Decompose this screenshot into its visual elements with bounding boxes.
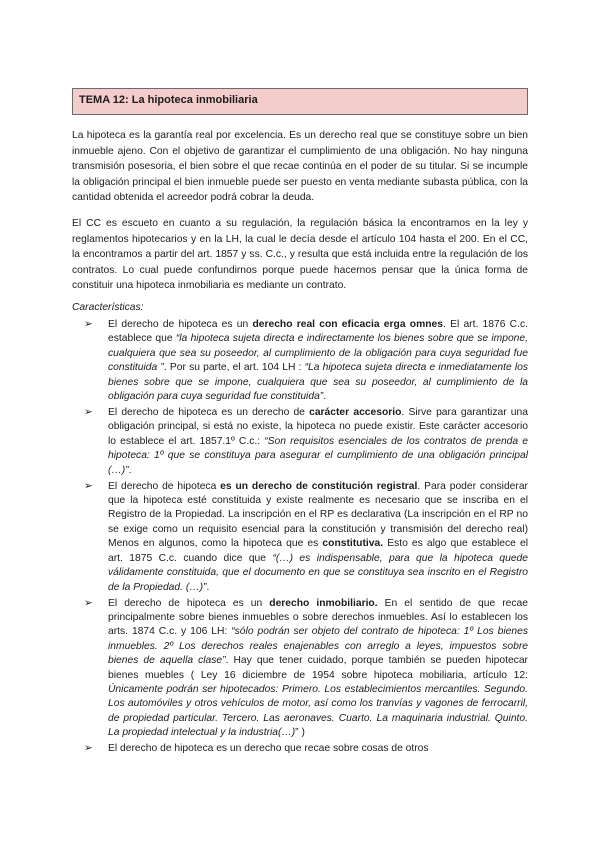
arrow-bullet-icon: ➢ — [84, 319, 93, 330]
item-bold: constitutiva. — [322, 538, 384, 550]
item-text: En el sentido de que recae principalmente sobre bienes inmuebles o sobre derechos inmuebles. Así lo establecen los arts. 1874 C.c. y 106 LH: — [108, 597, 528, 638]
list-item — [72, 318, 528, 404]
item-quote: “la hipoteca sujeta directa e indirectamente los bienes sobre que se impone, cualquiera que sea su poseedor, al cumplimiento de la obligación para cuya seguridad fue constituida ” — [108, 333, 528, 374]
item-text: El derecho de hipoteca es un — [108, 319, 253, 330]
item-text: El derecho de hipoteca es un derecho que recae sobre cosas de otros — [108, 743, 429, 755]
page-title: TEMA 12: La hipoteca inmobiliaria — [72, 88, 528, 115]
list-item — [72, 742, 528, 756]
item-quote: Únicamente podrán ser hipotecados: Primero. Los establecimientos mercantiles. Segundo. Los automóviles y otros vehículos de motor, así como los tranvías y vagones de ferrocarril, de propiedad particular. Tercero. Las aeronaves. Cuarto. La maquinaria industrial. Quinto. La propiedad intelectual y la industria(…) — [108, 683, 528, 739]
item-text: . Por su parte, el art. 104 LH : — [163, 362, 305, 374]
item-text: El derecho de hipoteca es un derecho de — [108, 407, 310, 419]
arrow-bullet-icon: ➢ — [84, 480, 93, 492]
list-item — [72, 597, 528, 741]
section-label: Características: — [72, 302, 144, 313]
item-quote: “Son requisitos esenciales de los contratos de prenda e hipoteca: 1º que se constituya para asegurar el cumplimiento de una obligación principal (…)” — [108, 435, 528, 476]
regulation-paragraph: El CC es escueto en cuanto a su regulación, la regulación básica la encontramos en la ley y reglamentos hipotecarios y en la LH, la cual le decía desde el artículo 104 hasta el 200. En el CC, la encontramos a partir del art. 1857 y ss. C.c., y resulta que está incluida entre la regulación de los contratos. Lo cual puede confundirnos porque puede hacernos pensar que la única forma de constituir una hipoteca inmobiliaria es mediante un contrato. — [72, 218, 528, 292]
characteristics-list — [72, 318, 528, 758]
item-text: ” ) — [295, 727, 305, 739]
item-text: El derecho de hipoteca es un — [108, 597, 270, 609]
item-text: Esto es algo que establece el art. 1875 C.c. cuando dice que — [108, 538, 529, 564]
item-quote: “(…) es indispensable, para que la hipoteca quede válidamente constituida, que el documento en que se constituya sea inscrito en el Registro de la Propiedad. (…)” — [108, 552, 529, 593]
item-text: . El art. 1876 C.c. establece que — [108, 319, 528, 345]
item-quote: “La hipoteca sujeta directa e inmediatamente los bienes sobre que se impone, cualquiera que sea su poseedor, al cumplimiento de la obligación para cuya seguridad fue constituida” — [108, 362, 529, 403]
item-bold: derecho inmobiliario. — [269, 597, 378, 609]
list-item — [72, 406, 528, 478]
item-text: . — [128, 464, 132, 476]
arrow-bullet-icon: ➢ — [84, 743, 93, 755]
item-bold: carácter accesorio — [309, 407, 402, 419]
item-text: . — [323, 391, 327, 403]
item-text: . Sirve para garantizar una obligación principal, si está no existe, la hipoteca no puede existir. Este carácter accesorio lo establece el art. 1857.1º C.c.: — [108, 407, 528, 447]
item-text: . Para poder considerar que la hipoteca esté constituida y existe realmente es necesario que se inscriba en el Registro de la Propiedad. La inscripción en el RP es declarativa (La inscripción en el RP no se exige como un requisito esencial para la constitución y transmisión del derecho real) Menos en algunos, como la hipoteca que es — [108, 480, 528, 550]
arrow-bullet-icon: ➢ — [84, 597, 93, 609]
list-item — [72, 480, 528, 595]
arrow-bullet-icon: ➢ — [84, 407, 93, 419]
item-quote: “sólo podrán ser objeto del contrato de hipoteca: 1º Los bienes inmuebles. 2º Los derechos reales enajenables con arreglo a leyes, impuestos sobre bienes de aquella clase” — [108, 626, 528, 667]
item-text: El derecho de hipoteca — [108, 480, 221, 492]
item-bold: es un derecho de constitución registral — [220, 480, 418, 492]
item-text: . — [206, 581, 210, 593]
item-bold: derecho real con eficacia erga omnes — [252, 319, 443, 330]
intro-paragraph: La hipoteca es la garantía real por excelencia. Es un derecho real que se constituye sobre un bien inmueble ajeno. Con el objetivo de garantizar el cumplimiento de una obligación. No hay ninguna transmisión posesoria, el bien sobre el que recae continúa en el poder de su titular. Si se incumple la obligación principal el bien inmueble puede ser puesto en venta mediante subasta pública, con la cantidad obtenida el acreedor podrá cobrar la deuda. — [72, 130, 528, 204]
item-text: . Hay que tener cuidado, porque también se pueden hipotecar bienes muebles ( Ley 16 diciembre de 1954 sobre hipoteca mobiliaria, artículo 12: — [108, 655, 528, 681]
